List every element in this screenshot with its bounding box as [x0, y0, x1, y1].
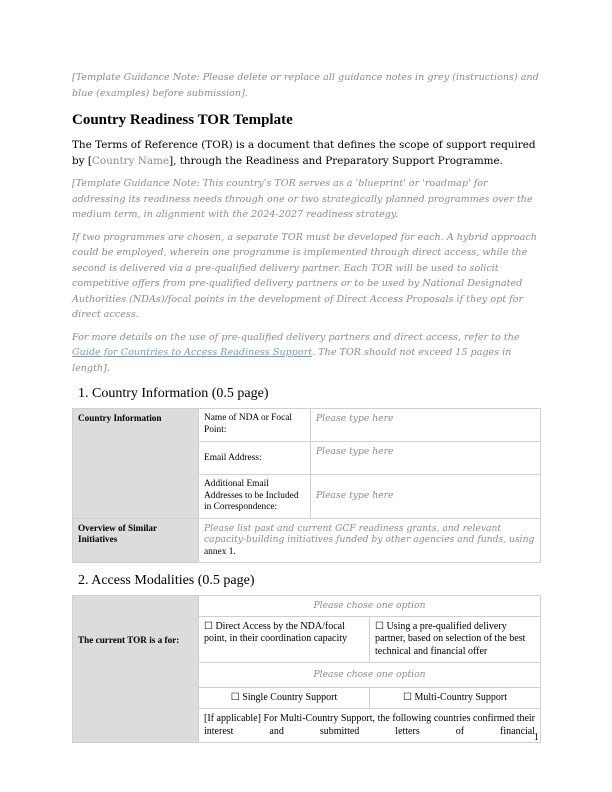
multi-country-text[interactable]: [If applicable] For Multi-Country Support, the following countries confirmed their interest and submitted letters of financial: [199, 709, 541, 743]
guidance-note-blueprint: [Template Guidance Note: This country's TOR serves as a 'blueprint' or 'roadmap' for addressing its readiness needs through one or two strategically planned programmes over the medium term, in alignment with the 2024-2027 readiness strategy.: [72, 178, 533, 220]
table-row: [73, 518, 541, 563]
field-label-nda: Name of NDA or Focal Point:: [199, 409, 311, 442]
section2-heading: 2. Access Modalities (0.5 page): [78, 573, 255, 588]
intro-part2: ], through the Readiness and Preparatory Support Programme.: [169, 155, 503, 167]
choose-option-hint-1: Please chose one option: [199, 596, 541, 617]
access-modalities-table: [72, 595, 541, 743]
country-information-label: Country Information: [73, 409, 199, 519]
field-label-email: Email Address:: [199, 442, 311, 475]
nda-name-input[interactable]: Please type here: [311, 409, 541, 442]
country-information-table: [72, 408, 541, 563]
additional-emails-input[interactable]: Please type here: [311, 475, 541, 519]
similar-initiatives-label: Overview of Similar Initiatives: [73, 518, 199, 563]
tor-for-label: The current TOR is a for:: [73, 596, 199, 743]
document-page: [72, 70, 540, 743]
guidance-note: [Template Guidance Note: Please delete or replace all guidance notes in grey (instructions) and blue (examples) before submission].: [72, 72, 539, 99]
table-row: [73, 409, 541, 442]
document-title: Country Readiness TOR Template: [72, 112, 293, 128]
choose-option-hint-2: Please chose one option: [199, 663, 541, 688]
field-label-additional-emails: Additional Email Addresses to be Included in Correspondence:: [199, 475, 311, 519]
table-row: [73, 596, 541, 617]
direct-access-checkbox[interactable]: ☐ Direct Access by the NDA/focal point, in their coordination capacity: [199, 616, 370, 663]
intro-part1: The Terms of Reference (TOR) is a document that defines the scope of support required by [: [72, 139, 536, 167]
section1-heading: 1. Country Information (0.5 page): [78, 386, 269, 401]
delivery-partner-checkbox[interactable]: ☐ Using a pre-qualified delivery partner, based on selection of the best technical and financial offer: [370, 616, 541, 663]
guidance-note-two-programmes: If two programmes are chosen, a separate TOR must be developed for each. A hybrid approach could be employed, wherein one programme is implemented through direct access, while the second is delivered via a pre-qualified delivery partner. Each TOR will be used to solicit competitive offers from pre-qualified delivery partners or to be used by National Designated Authorities (NDAs)/focal points in the development of Direct Access Proposals if they opt for direct access.: [72, 231, 537, 320]
multi-country-checkbox[interactable]: ☐ Multi-Country Support: [370, 687, 541, 709]
intro-paragraph: [72, 137, 540, 169]
guide-link[interactable]: Guide for Countries to Access Readiness Support: [72, 347, 313, 358]
email-input[interactable]: Please type here: [311, 442, 541, 475]
details-before: For more details on the use of pre-qualified delivery partners and direct access, refer to the: [72, 331, 520, 343]
page-number: 1: [534, 732, 539, 743]
annex-reference: annex 1.: [204, 546, 236, 557]
single-country-checkbox[interactable]: ☐ Single Country Support: [199, 687, 370, 709]
similar-initiatives-placeholder: Please list past and current GCF readiness grants, and relevant capacity-building initiatives funded by other agencies and funds, using: [204, 522, 535, 545]
similar-initiatives-cell[interactable]: [199, 518, 541, 563]
country-name-placeholder: Country Name: [91, 155, 170, 167]
details-after: . The TOR should not exceed 15 pages in length].: [72, 347, 512, 374]
guidance-note-details: [72, 330, 540, 377]
